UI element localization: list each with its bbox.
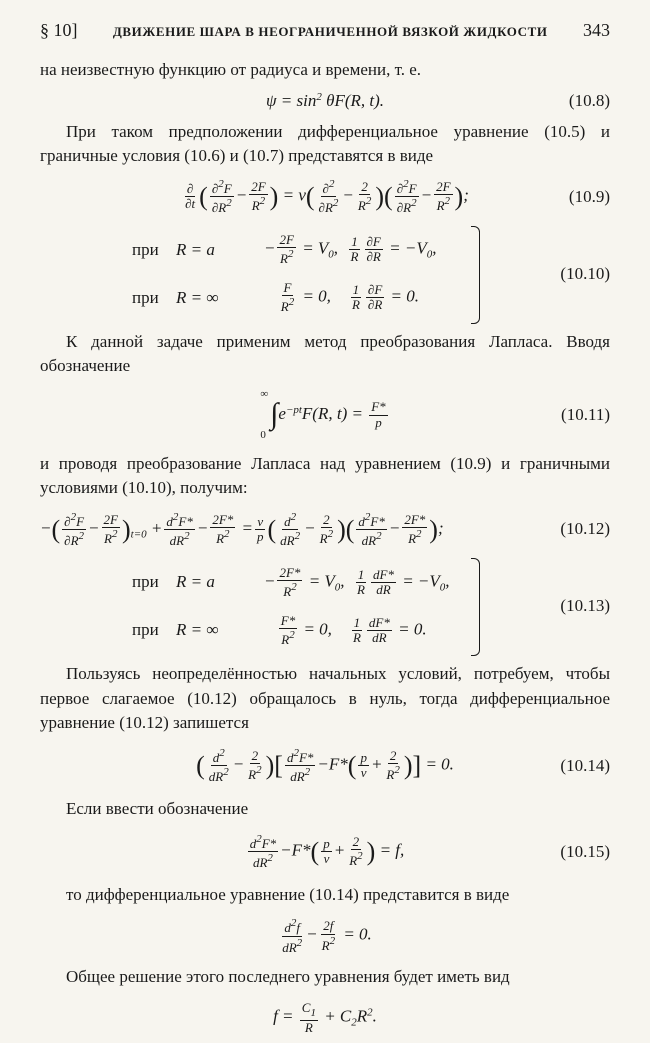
page-number: 343 [582, 20, 610, 40]
equation-10-12: −( $\frac{\partial^2F}{\partial R^2}$ − $\frac{2F}{R^2}$ )$_{t=0}$ + $\frac{d^2F*}{dR^2}$ − $\frac{2F*}{R^2}$ = $\frac{\nu}{p}$ ( $\frac{d^2}{dR^2}$ − $\frac{2}{R^2}$ )( $\frac{d^2F*}{dR^2}$ − $\frac{2F*}{R^2}$ ); (10.12) [40, 510, 610, 548]
equation-10-11: ∞ 0 $\int e^{-pt}F(R$, t) = $\frac{F*}{p}$ (10.11) [260, 388, 610, 441]
running-header [40, 18, 610, 44]
equation-number: (10.10) [560, 263, 610, 283]
paragraph-1: на неизвестную функцию от радиуса и времени, т. е. [40, 59, 422, 79]
paragraph-3: К данной задаче применим метод преобразования Лапласа. Вводя обозначение [40, 331, 610, 376]
equation-number: (10.9) [568, 186, 610, 206]
right-brace [471, 558, 480, 656]
section-number: § 10] [40, 20, 78, 40]
equation-number: (10.15) [560, 841, 610, 861]
equation-10-8: $\psi = \sin^2 \theta F(R$, t). (10.8) [40, 86, 610, 116]
paragraph-2: При таком предположении дифференциальное уравнение (10.5) и граничные условия (10.6) и (10.7) представятся в виде [40, 121, 610, 165]
equation-10-9: $\frac{\partial}{\partial t}$ ( $\frac{\partial^2F}{\partial R^2}$ − $\frac{2F}{R^2}$ ) = ν( $\frac{\partial^2}{\partial R^2}$ − $\frac{2}{R^2}$ )( $\frac{\partial^2F}{\partial R^2}$ − $\frac{2F}{R^2}$ ); (10.9) [185, 178, 610, 216]
condition-word: при [132, 239, 159, 259]
condition-r-inf: R = ∞ [176, 620, 219, 640]
paragraph-6: Если ввести обозначение [66, 798, 249, 818]
paragraph-8: Общее решение этого последнего уравнения будет иметь вид [66, 967, 510, 987]
condition-word: при [132, 620, 159, 640]
equation-number: (10.11) [561, 405, 610, 425]
equation-10-15: $\frac{d^2F*}{dR^2}$ −F*( $\frac{p}{\nu}$ + $\frac{2}{R^2}$ ) = f, (10.15) [249, 833, 610, 871]
running-title: ДВИЖЕНИЕ ШАРА В НЕОГРАНИЧЕННОЙ ВЯЗКОЙ ЖИДКОСТИ [112, 24, 548, 39]
paragraph-5: Пользуясь неопределённостью начальных условий, потребуем, чтобы первое слагаемое (10.12) обращалось в нуль, тогда дифференциальное уравнение (10.12) запишется [40, 664, 610, 732]
condition-r-inf: R = ∞ [176, 287, 219, 307]
equation-number: (10.12) [560, 519, 610, 539]
paragraph-7: то дифференциальное уравнение (10.14) представится в виде [66, 884, 510, 904]
paragraph-4: и проводя преобразование Лапласа над уравнением (10.9) и граничными условиями (10.10), получим: [40, 454, 610, 498]
equation-number: (10.8) [568, 90, 610, 110]
equation-10-10: при R = a − $\frac{2F}{R^2}$ = $V_0$, $\frac{1}{R}$ $\frac{\partial F}{\partial R}$ = $-V_0$, при R = ∞ $\frac{F}{R^2}$ = 0, $\frac{1}{R}$ $\frac{\partial F}{\partial R}$ = 0. (10.10) [40, 226, 610, 322]
condition-r-a: R = a [176, 572, 215, 592]
equation-number: (10.13) [560, 596, 610, 616]
right-brace [471, 226, 480, 324]
condition-word: при [132, 287, 159, 307]
condition-r-a: R = a [176, 239, 215, 259]
equation-number: (10.14) [560, 755, 610, 775]
equation-reduced: $\frac{d^2f}{dR^2}$ − $\frac{2f}{R^2}$ = 0. [282, 917, 372, 955]
equation-10-14: ( $\frac{d^2}{dR^2}$ − $\frac{2}{R^2}$ )[ $\frac{d^2F*}{dR^2}$ −F*( $\frac{p}{\nu}$ + $\frac{2}{R^2}$ )] = 0. (10.14) [196, 747, 610, 785]
equation-general-solution: f = $\frac{C_1}{R}$ + $C_2R^2$. [273, 1000, 377, 1035]
equation-10-13: при R = a − $\frac{2F*}{R^2}$ = $V_0$, $\frac{1}{R}$ $\frac{dF*}{dR}$ = $-V_0$, при R = ∞ $\frac{F*}{R^2}$ = 0, $\frac{1}{R}$ $\frac{dF*}{dR}$ = 0. (10.13) [40, 558, 610, 654]
condition-word: при [132, 572, 159, 592]
